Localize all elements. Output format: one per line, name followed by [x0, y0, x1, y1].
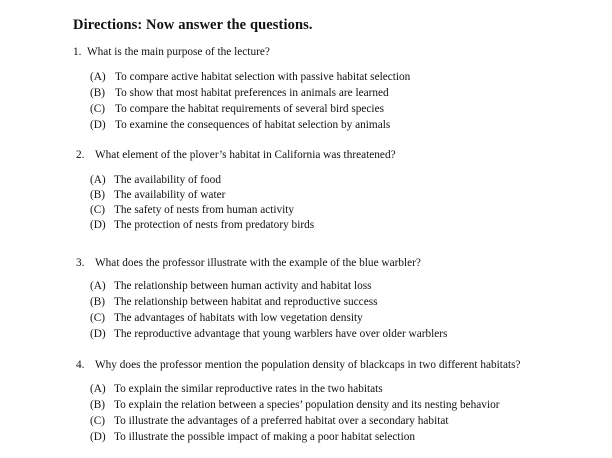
option-letter: (C)	[90, 103, 106, 115]
answer-option-a[interactable]	[90, 280, 372, 292]
question-number: 2.	[76, 149, 85, 161]
question-number: 1.	[73, 46, 82, 58]
answer-option-d[interactable]	[90, 219, 314, 231]
answer-option-b[interactable]	[90, 399, 500, 411]
option-letter: (B)	[90, 189, 106, 201]
answer-option-c[interactable]	[90, 415, 449, 427]
option-letter: (D)	[90, 431, 106, 443]
option-letter: (A)	[90, 174, 106, 186]
answer-option-b[interactable]	[90, 87, 389, 99]
question-number: 3.	[76, 257, 85, 269]
option-letter: (C)	[90, 204, 106, 216]
option-text: To illustrate the advantages of a preferred habitat over a secondary habitat	[114, 415, 449, 427]
option-letter: (D)	[90, 119, 106, 131]
answer-option-d[interactable]	[90, 431, 415, 443]
option-letter: (B)	[90, 399, 106, 411]
question-text: What is the main purpose of the lecture?	[87, 46, 270, 58]
option-text: The advantages of habitats with low vegetation density	[114, 312, 363, 324]
question-text: What element of the plover’s habitat in California was threatened?	[95, 149, 396, 161]
option-text: To explain the similar reproductive rates in the two habitats	[114, 383, 383, 395]
option-letter: (D)	[90, 328, 106, 340]
option-letter: (A)	[90, 71, 106, 83]
question-stem	[76, 359, 521, 371]
answer-option-c[interactable]	[90, 204, 294, 216]
option-text: The relationship between human activity and habitat loss	[114, 280, 372, 292]
answer-option-a[interactable]	[90, 383, 383, 395]
option-text: The relationship between habitat and reproductive success	[114, 296, 378, 308]
option-text: To show that most habitat preferences in animals are learned	[115, 87, 389, 99]
answer-option-d[interactable]	[90, 119, 390, 131]
answer-option-c[interactable]	[90, 103, 384, 115]
answer-option-a[interactable]	[90, 174, 221, 186]
answer-option-a[interactable]	[90, 71, 410, 83]
option-text: The availability of food	[114, 174, 221, 186]
question-stem	[76, 257, 421, 269]
question-text: Why does the professor mention the population density of blackcaps in two different habitats?	[95, 359, 521, 371]
question-stem	[73, 46, 270, 58]
option-letter: (D)	[90, 219, 106, 231]
option-text: To examine the consequences of habitat selection by animals	[115, 119, 391, 131]
answer-option-b[interactable]	[90, 296, 378, 308]
option-text: To compare active habitat selection with passive habitat selection	[115, 71, 411, 83]
question-number: 4.	[76, 359, 85, 371]
option-text: To illustrate the possible impact of making a poor habitat selection	[114, 431, 416, 443]
answer-option-d[interactable]	[90, 328, 447, 340]
option-text: The protection of nests from predatory birds	[114, 219, 315, 231]
option-letter: (C)	[90, 415, 106, 427]
option-letter: (A)	[90, 383, 106, 395]
page-title: Directions: Now answer the questions.	[73, 17, 313, 33]
option-letter: (C)	[90, 312, 106, 324]
answer-option-b[interactable]	[90, 189, 225, 201]
answer-option-c[interactable]	[90, 312, 363, 324]
question-text: What does the professor illustrate with the example of the blue warbler?	[95, 257, 421, 269]
option-letter: (B)	[90, 87, 106, 99]
question-stem	[76, 149, 396, 161]
option-letter: (A)	[90, 280, 106, 292]
option-text: The safety of nests from human activity	[114, 204, 295, 216]
option-letter: (B)	[90, 296, 106, 308]
option-text: To explain the relation between a species’ population density and its nesting behavior	[114, 399, 500, 411]
option-text: The availability of water	[114, 189, 226, 201]
option-text: To compare the habitat requirements of several bird species	[115, 103, 384, 115]
option-text: The reproductive advantage that young warblers have over older warblers	[114, 328, 448, 340]
